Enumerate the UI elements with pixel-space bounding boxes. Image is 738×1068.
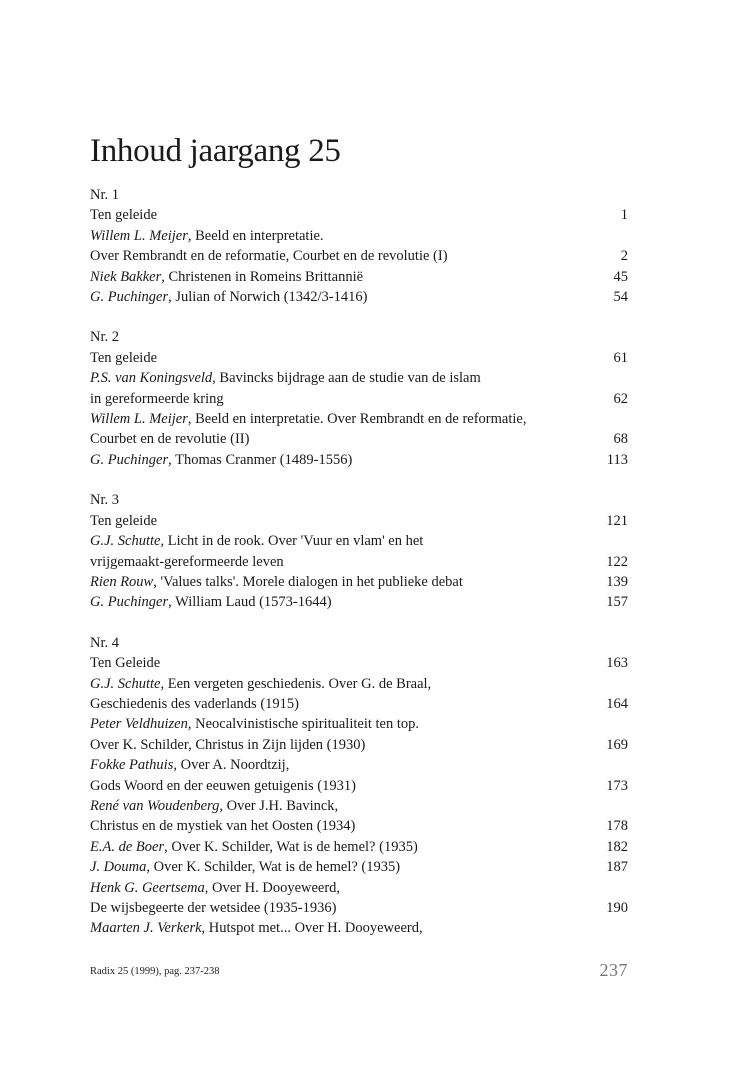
entry-author: Niek Bakker — [90, 268, 162, 285]
entry-page-number: 139 — [606, 573, 628, 590]
toc-entry — [90, 511, 628, 531]
entry-title-line — [90, 796, 568, 816]
entry-title-line — [90, 429, 568, 449]
entry-page-number: 62 — [613, 390, 628, 407]
entry-title: , Beeld en interpretatie. — [187, 227, 324, 244]
toc-entry — [90, 389, 628, 409]
entry-author: G.J. Schutte — [90, 675, 161, 692]
entry-page-number: 2 — [620, 248, 628, 265]
entry-title: , Over A. Noordtzij, — [173, 757, 290, 774]
entry-title: , Over K. Schilder, Wat is de hemel? (1935) — [146, 859, 401, 876]
entry-title: vrijgemaakt-gereformeerde leven — [90, 553, 284, 570]
toc-entry — [90, 572, 628, 592]
entry-title: Ten Geleide — [90, 655, 161, 672]
entry-title: , Beeld en interpretatie. Over Rembrandt en de reformatie, — [187, 411, 527, 428]
toc-entry — [90, 531, 628, 551]
entry-title: , Over J.H. Bavinck, — [219, 797, 339, 814]
entry-title: Gods Woord en der eeuwen getuigenis (1931) — [90, 777, 356, 794]
entry-page-number: 45 — [613, 268, 628, 285]
toc-entry — [90, 205, 628, 225]
entry-title-line — [90, 205, 568, 225]
entry-title-line — [90, 389, 568, 409]
entry-page-number: 113 — [606, 451, 628, 468]
entry-page-number: 173 — [606, 777, 628, 794]
entry-title: De wijsbegeerte der wetsidee (1935-1936) — [90, 900, 337, 916]
entry-title-line — [90, 714, 568, 734]
toc-entry — [90, 368, 628, 388]
toc-entry — [90, 429, 628, 449]
entry-title-line — [90, 735, 568, 755]
entry-page-number: 163 — [606, 655, 628, 672]
toc-entry — [90, 694, 628, 714]
toc-entry — [90, 776, 628, 796]
entry-author: Fokke Pathuis — [90, 757, 174, 774]
entry-title: Courbet en de revolutie (II) — [90, 431, 250, 448]
entry-title-line — [90, 816, 568, 836]
entry-page-number: 122 — [606, 553, 628, 570]
toc-entry — [90, 714, 628, 734]
section-heading: Nr. 4 — [90, 634, 119, 651]
entry-page-number: 61 — [613, 349, 628, 366]
toc-entry — [90, 857, 628, 877]
entry-author: G. Puchinger — [90, 451, 169, 468]
entry-author: Willem L. Meijer — [90, 227, 188, 244]
entry-title-line — [90, 450, 568, 470]
entry-author: G.J. Schutte — [90, 533, 161, 550]
entry-title: , Bavincks bijdrage aan de studie van de islam — [212, 370, 481, 387]
entry-page-number: 164 — [606, 695, 628, 712]
entry-title: , Thomas Cranmer (1489-1556) — [168, 451, 353, 468]
toc-entry — [90, 552, 628, 572]
entry-title-line — [90, 226, 568, 246]
table-of-contents — [90, 185, 628, 959]
toc-entry — [90, 409, 628, 429]
entry-title: Ten geleide — [90, 349, 158, 366]
entry-title-line — [90, 368, 568, 388]
entry-author: René van Woudenberg — [90, 797, 220, 814]
entry-title-line — [90, 552, 568, 572]
entry-author: E.A. de Boer — [90, 838, 165, 855]
toc-entry — [90, 674, 628, 694]
entry-title: Ten geleide — [90, 512, 158, 529]
entry-title-line — [90, 776, 568, 796]
entry-author: Henk G. Geertsema — [90, 879, 205, 896]
entry-title: , William Laud (1573-1644) — [168, 594, 332, 611]
entry-title-line — [90, 287, 568, 307]
entry-title-line — [90, 592, 568, 612]
entry-title-line — [90, 674, 568, 694]
entry-author: G. Puchinger — [90, 289, 169, 306]
toc-entry — [90, 898, 628, 918]
entry-title: , 'Values talks'. Morele dialogen in het publieke debat — [153, 573, 463, 590]
entry-title: , Een vergeten geschiedenis. Over G. de Braal, — [160, 675, 432, 692]
section-heading: Nr. 1 — [90, 187, 119, 203]
entry-page-number: 169 — [606, 736, 628, 753]
entry-title-line — [90, 409, 568, 429]
toc-entry — [90, 592, 628, 612]
section-heading: Nr. 3 — [90, 492, 119, 509]
page-title: Inhoud jaargang 25 — [90, 133, 341, 169]
toc-section — [90, 327, 628, 470]
entry-page-number: 182 — [606, 838, 628, 855]
entry-title-line — [90, 246, 568, 266]
entry-title-line — [90, 653, 568, 673]
entry-title-line — [90, 531, 568, 551]
entry-title-line — [90, 267, 568, 287]
toc-section — [90, 185, 628, 307]
toc-section — [90, 633, 628, 939]
entry-page-number: 190 — [606, 900, 628, 916]
entry-title-line — [90, 755, 568, 775]
entry-title-line — [90, 348, 568, 368]
entry-author: Rien Rouw — [90, 573, 154, 590]
entry-page-number: 178 — [606, 818, 628, 835]
entry-title: , Over H. Dooyeweerd, — [204, 879, 341, 896]
entry-title: , Neocalvinistische spiritualiteit ten top. — [187, 716, 420, 733]
toc-entry — [90, 348, 628, 368]
entry-title-line — [90, 918, 568, 938]
toc-entry — [90, 735, 628, 755]
entry-title-line — [90, 837, 568, 857]
toc-entry — [90, 450, 628, 470]
footer-citation: Radix 25 (1999), pag. 237-238 — [90, 966, 220, 977]
toc-entry — [90, 267, 628, 287]
entry-author: Maarten J. Verkerk — [90, 920, 202, 937]
entry-title: in gereformeerde kring — [90, 390, 224, 407]
entry-title: Over K. Schilder, Christus in Zijn lijden (1930) — [90, 736, 366, 753]
entry-page-number: 54 — [613, 289, 628, 306]
entry-author: G. Puchinger — [90, 594, 169, 611]
toc-entry — [90, 226, 628, 246]
entry-title: , Christenen in Romeins Brittannië — [161, 268, 364, 285]
entry-author: Willem L. Meijer — [90, 411, 188, 428]
page-number: 237 — [599, 960, 628, 980]
toc-section — [90, 490, 628, 612]
entry-title: Ten geleide — [90, 207, 158, 224]
entry-page-number: 121 — [606, 512, 628, 529]
entry-title: , Hutspot met... Over H. Dooyeweerd, — [201, 920, 423, 937]
entry-author: Peter Veldhuizen — [90, 716, 188, 733]
entry-title-line — [90, 898, 568, 918]
entry-page-number: 68 — [613, 431, 628, 448]
entry-title: Geschiedenis des vaderlands (1915) — [90, 695, 299, 712]
entry-page-number: 157 — [606, 594, 628, 611]
toc-entry — [90, 796, 628, 816]
entry-title-line — [90, 572, 568, 592]
entry-page-number: 1 — [620, 207, 628, 224]
entry-page-number: 187 — [606, 859, 628, 876]
entry-title-line — [90, 694, 568, 714]
entry-title-line — [90, 857, 568, 877]
entry-title: , Licht in de rook. Over 'Vuur en vlam' en het — [160, 533, 424, 550]
toc-entry — [90, 816, 628, 836]
toc-entry — [90, 755, 628, 775]
toc-entry — [90, 837, 628, 857]
entry-title-line — [90, 878, 568, 898]
entry-title: , Over K. Schilder, Wat is de hemel? (1935) — [164, 838, 418, 855]
section-heading: Nr. 2 — [90, 329, 119, 346]
entry-title-line — [90, 511, 568, 531]
toc-entry — [90, 287, 628, 307]
entry-title: Over Rembrandt en de reformatie, Courbet en de revolutie (I) — [90, 248, 448, 265]
toc-entry — [90, 878, 628, 898]
toc-entry — [90, 653, 628, 673]
entry-author: J. Douma — [90, 859, 147, 876]
entry-title: , Julian of Norwich (1342/3-1416) — [168, 289, 368, 306]
toc-entry — [90, 918, 628, 938]
entry-author: P.S. van Koningsveld — [90, 370, 213, 387]
toc-entry — [90, 246, 628, 266]
entry-title: Christus en de mystiek van het Oosten (1934) — [90, 818, 356, 835]
